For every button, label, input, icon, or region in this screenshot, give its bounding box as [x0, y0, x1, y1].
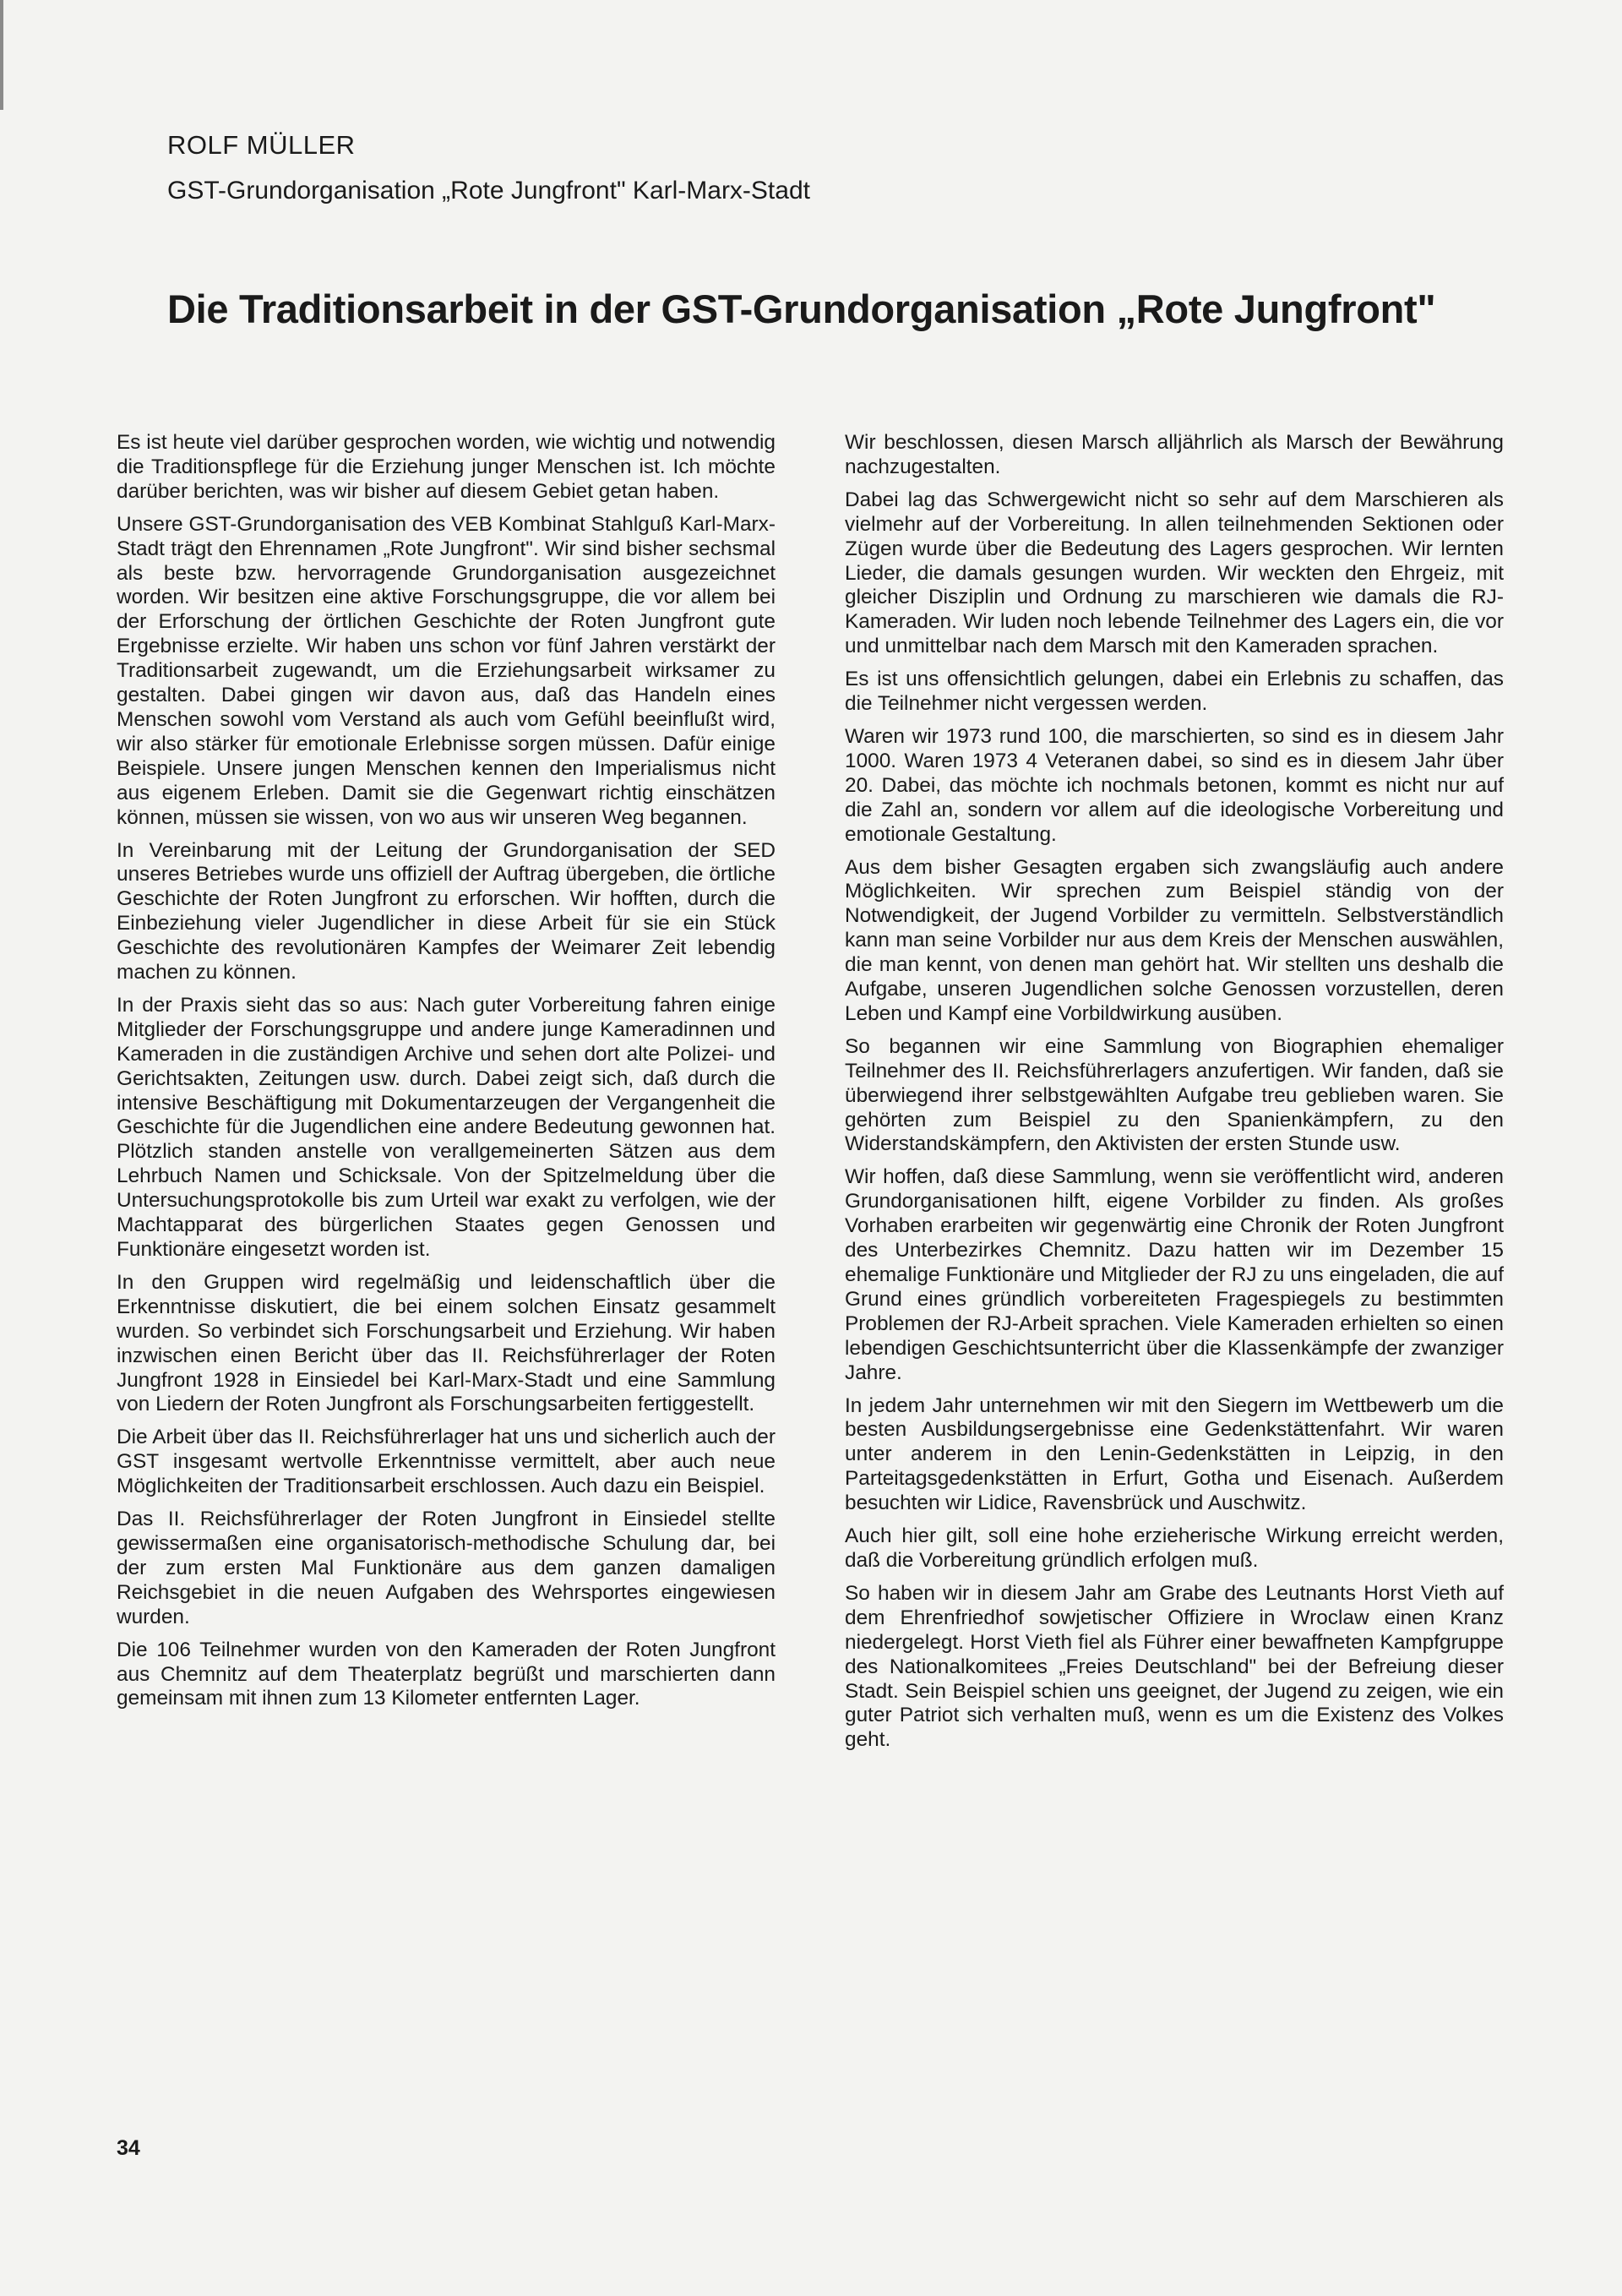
- left-column: [117, 431, 776, 1720]
- right-column: [845, 431, 1504, 1761]
- paragraph: In jedem Jahr unternehmen wir mit den Siegern im Wettbewerb um die besten Ausbildungsergebnisse eine Gedenkstättenfahrt. Wir waren unter anderem in den Lenin-Gedenkstätten in Leipzig, in den Parteitagsgedenkstätten in Erfurt, Gotha und Eisenach. Außerdem besuchten wir Lidice, Ravensbrück und Auschwitz.: [845, 1393, 1504, 1515]
- article-title: Die Traditionsarbeit in der GST-Grundorganisation „Rote Jungfront": [167, 286, 1436, 331]
- paragraph: Die Arbeit über das II. Reichsführerlager hat uns und sicherlich auch der GST insgesamt wertvolle Erkenntnisse vermittelt, aber auch neue Möglichkeiten der Traditionsarbeit erschlossen. Auch dazu ein Beispiel.: [117, 1426, 776, 1498]
- paragraph: In den Gruppen wird regelmäßig und leidenschaftlich über die Erkenntnisse diskutiert, die bei einem solchen Einsatz gesammelt wurden. So verbindet sich Forschungsarbeit und Erziehung. Wir haben inzwischen einen Bericht über das II. Reichsführerlager der Roten Jungfront 1928 in Einsiedel bei Karl-Marx-Stadt und eine Sammlung von Liedern der Roten Jungfront als Forschungsarbeiten fertiggestellt.: [117, 1270, 776, 1416]
- scan-edge: [0, 0, 3, 110]
- paragraph: Die 106 Teilnehmer wurden von den Kameraden der Roten Jungfront aus Chemnitz auf dem Theaterplatz begrüßt und marschierten dann gemeinsam mit ihnen zum 13 Kilometer entfernten Lager.: [117, 1638, 776, 1710]
- paragraph: So begannen wir eine Sammlung von Biographien ehemaliger Teilnehmer des II. Reichsführerlagers anzufertigen. Wir fanden, daß sie überwiegend ihrer selbstgewählten Aufgabe treu geblieben waren. Sie gehörten zum Beispiel zu den Spanienkämpfern, zu den Widerstandskämpfern, den Aktivisten der ersten Stunde usw.: [845, 1034, 1504, 1156]
- paragraph: Wir beschlossen, diesen Marsch alljährlich als Marsch der Bewährung nachzugestalten.: [845, 431, 1504, 478]
- paragraph: Es ist uns offensichtlich gelungen, dabei ein Erlebnis zu schaffen, das die Teilnehmer nicht vergessen werden.: [845, 668, 1504, 716]
- paragraph: Dabei lag das Schwergewicht nicht so sehr auf dem Marschieren als vielmehr auf der Vorbereitung. In allen teilnehmenden Sektionen oder Zügen wurde über die Bedeutung des Lagers gesprochen. Wir lernten Lieder, die damals gesungen wurden. Wir weckten den Ehrgeiz, mit gleicher Disziplin und Ordnung zu marschieren wie damals die RJ-Kameraden. Wir luden noch lebende Teilnehmer des Lagers ein, die vor und unmittelbar nach dem Marsch mit den Kameraden sprachen.: [845, 488, 1504, 658]
- paragraph: Waren wir 1973 rund 100, die marschierten, so sind es in diesem Jahr 1000. Waren 1973 4 Veteranen dabei, so sind es in diesem Jahr über 20. Dabei, das möchte ich nochmals betonen, kommt es nicht nur auf die Zahl an, sondern vor allem auf die ideologische Vorbereitung und emotionale Gestaltung.: [845, 724, 1504, 846]
- paragraph: Es ist heute viel darüber gesprochen worden, wie wichtig und notwendig die Traditionspflege für die Erziehung junger Menschen ist. Ich möchte darüber berichten, was wir bisher auf diesem Gebiet getan haben.: [117, 431, 776, 503]
- paragraph: Auch hier gilt, soll eine hohe erzieherische Wirkung erreicht werden, daß die Vorbereitung gründlich erfolgen muß.: [845, 1524, 1504, 1572]
- paragraph: Das II. Reichsführerlager der Roten Jungfront in Einsiedel stellte gewissermaßen eine organisatorisch-methodische Schulung dar, bei der zum ersten Mal Funktionäre aus dem ganzen damaligen Reichsgebiet in die neuen Aufgaben des Wehrsportes eingewiesen wurden.: [117, 1508, 776, 1628]
- author-affiliation: GST-Grundorganisation „Rote Jungfront" Karl-Marx-Stadt: [167, 177, 810, 205]
- paragraph: Wir hoffen, daß diese Sammlung, wenn sie veröffentlicht wird, anderen Grundorganisationen hilft, eigene Vorbilder zu finden. Als großes Vorhaben erarbeiten wir gegenwärtig eine Chronik der Roten Jungfront des Unterbezirkes Chemnitz. Dazu hatten wir im Dezember 15 ehemalige Funktionäre und Mitglieder der RJ zu uns eingeladen, die auf Grund eines gründlich vorbereiteten Fragespiegels zu bestimmten Problemen der RJ-Arbeit sprachen. Viele Kameraden erhielten so einen lebendigen Geschichtsunterricht über die Klassenkämpfe der zwanziger Jahre.: [845, 1165, 1504, 1384]
- paragraph: In der Praxis sieht das so aus: Nach guter Vorbereitung fahren einige Mitglieder der Forschungsgruppe und andere junge Kameradinnen und Kameraden in die zuständigen Archive und sehen dort alte Polizei- und Gerichtsakten, Zeitungen usw. durch. Dabei zeigt sich, daß durch die intensive Beschäftigung mit Dokumentarzeugen der Vergangenheit die Geschichte für die Jugendlichen eine andere Bedeutung gewonnen hat. Plötzlich standen anstelle von verallgemeinerten Sätzen aus dem Lehrbuch Namen und Schicksale. Von der Spitzelmeldung über die Untersuchungsprotokolle bis zum Urteil war exakt zu verfolgen, wie der Machtapparat des bürgerlichen Staates gegen Genossen und Funktionäre eingesetzt worden ist.: [117, 993, 776, 1261]
- page-number: 34: [117, 2136, 140, 2160]
- paragraph: Unsere GST-Grundorganisation des VEB Kombinat Stahlguß Karl-Marx-Stadt trägt den Ehrennamen „Rote Jungfront". Wir sind bisher sechsmal als beste bzw. hervorragende Grundorganisation ausgezeichnet worden. Wir besitzen eine aktive Forschungsgruppe, die vor allem bei der Erforschung der örtlichen Geschichte der Roten Jungfront gute Ergebnisse erzielte. Wir haben uns schon vor fünf Jahren verstärkt der Traditionsarbeit zugewandt, um die Erziehungsarbeit wirksamer zu gestalten. Dabei gingen wir davon aus, daß das Handeln eines Menschen sowohl vom Verstand als auch vom Gefühl beeinflußt wird, wir also stärker für emotionale Erlebnisse sorgen müssen. Dafür einige Beispiele. Unsere jungen Menschen kennen den Imperialismus nicht aus eigenem Erleben. Damit sie die Gegenwart richtig einschätzen können, müssen sie wissen, von wo aus wir unseren Weg begannen.: [117, 512, 776, 829]
- paragraph: In Vereinbarung mit der Leitung der Grundorganisation der SED unseres Betriebes wurde uns offiziell der Auftrag übergeben, die örtliche Geschichte der Roten Jungfront zu erforschen. Wir hofften, durch die Einbeziehung vieler Jugendlicher in diese Arbeit für sie ein Stück Geschichte des revolutionären Kampfes der Weimarer Zeit lebendig machen zu können.: [117, 838, 776, 984]
- author-name: ROLF MÜLLER: [167, 130, 356, 160]
- paragraph: So haben wir in diesem Jahr am Grabe des Leutnants Horst Vieth auf dem Ehrenfriedhof sowjetischer Offiziere in Wroclaw einen Kranz niedergelegt. Horst Vieth fiel als Führer einer bewaffneten Kampfgruppe des Nationalkomitees „Freies Deutschland" bei der Befreiung dieser Stadt. Sein Beispiel schien uns geeignet, der Jugend zu zeigen, wie ein guter Patriot sich verhalten muß, wenn es um die Existenz des Volkes geht.: [845, 1581, 1504, 1752]
- paragraph: Aus dem bisher Gesagten ergaben sich zwangsläufig auch andere Möglichkeiten. Wir sprechen zum Beispiel ständig von der Notwendigkeit, der Jugend Vorbilder zu vermitteln. Selbstverständlich kann man seine Vorbilder nur aus dem Kreis der Menschen auswählen, die man kennt, von denen man gehört hat. Wir stellten uns deshalb die Aufgabe, unseren Jugendlichen solche Genossen vorzustellen, deren Leben und Kampf eine Vorbildwirkung ausüben.: [845, 855, 1504, 1025]
